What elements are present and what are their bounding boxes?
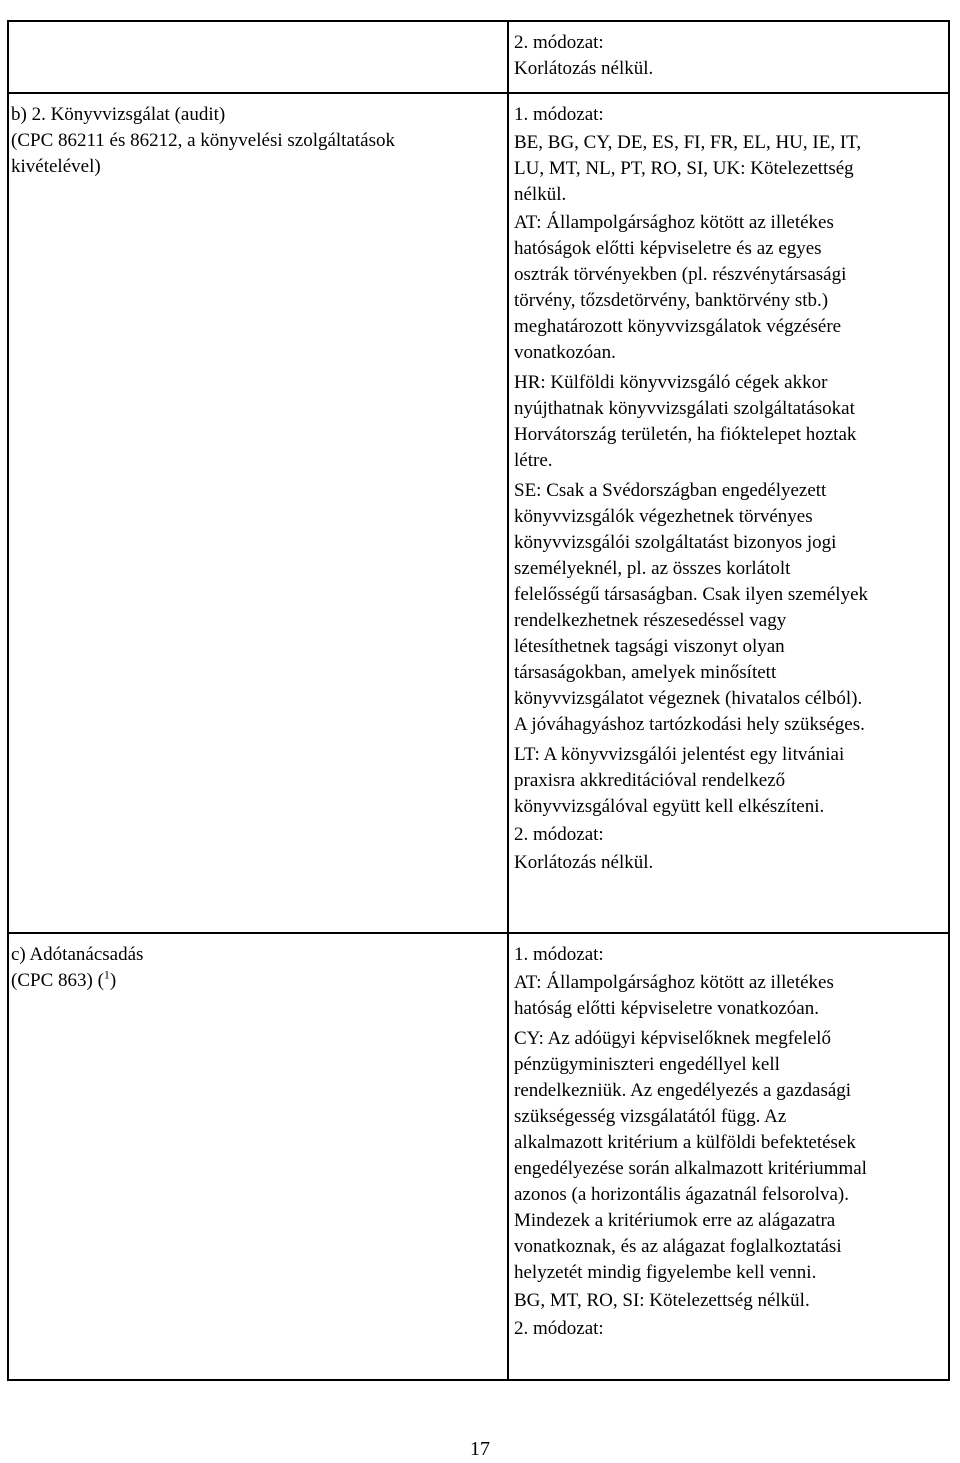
row1-sector-cell [11,102,501,180]
text-line: vonatkozóan. [514,342,616,363]
sector-cpc: (CPC 86211 és 86212, a könyvelési szolgáltatások [11,130,395,151]
text-line: vonatkoznak, és az alágazat foglalkoztatási [514,1236,842,1257]
text-line: pénzügyminiszteri engedéllyel kell [514,1054,780,1075]
text-line: hatóság előtti képviseletre vonatkozóan. [514,998,819,1019]
text-line: BG, MT, RO, SI: Kötelezettség nélkül. [514,1290,810,1311]
text-line: HR: Külföldi könyvvizsgáló cégek akkor [514,372,828,393]
text-line: meghatározott könyvvizsgálatok végzésére [514,316,842,337]
text-line: engedélyezése során alkalmazott kritériummal [514,1158,867,1179]
paragraph [514,942,946,968]
text-line: Horvátország területén, ha fióktelepet hoztak [514,424,857,445]
paragraph [514,210,946,366]
paragraph [514,1026,946,1286]
paragraph [514,130,946,208]
paragraph [514,1316,946,1342]
text-line: Korlátozás nélkül. [514,58,654,79]
text-line: helyzetét mindig figyelembe kell venni. [514,1262,817,1283]
paragraph [514,478,946,738]
text-line: személyeknél, pl. az összes korlátolt [514,558,791,579]
text-line: könyvvizsgálóval együtt kell elkészíteni. [514,796,825,817]
text-line: felelősségű társaságban. Csak ilyen személyek [514,584,869,605]
row1-commitments-cell [514,102,946,878]
text-line: nélkül. [514,184,567,205]
footnote-ref: 1 [103,967,110,982]
cpc-text: (CPC 863) ( [11,970,104,991]
text-line: könyvvizsgálók végezhetnek törvényes [514,506,813,527]
paragraph [514,742,946,820]
paragraph [514,102,946,128]
text-line: A jóváhagyáshoz tartózkodási hely szükséges. [514,714,865,735]
paragraph [514,850,946,876]
text-line: törvény, tőzsdetörvény, banktörvény stb.) [514,290,829,311]
paragraph [514,970,946,1022]
paragraph [514,370,946,474]
text-line: BE, BG, CY, DE, ES, FI, FR, EL, HU, IE, IT, [514,132,862,153]
paragraph [514,1288,946,1314]
row0-commitments-cell [514,30,946,82]
text-line: 1. módozat: [514,104,604,125]
text-line: társaságokban, amelyek minősített [514,662,777,683]
text-line: létre. [514,450,553,471]
text-line: 2. módozat: [514,1318,604,1339]
row2-commitments-cell [514,942,946,1344]
sector-title: c) Adótanácsadás [11,944,144,965]
sector-title: b) 2. Könyvvizsgálat (audit) [11,104,226,125]
text-line: LU, MT, NL, PT, RO, SI, UK: Kötelezettség [514,158,854,179]
text-line: AT: Állampolgársághoz kötött az illetékes [514,972,834,993]
text-line: AT: Állampolgársághoz kötött az illetékes [514,212,834,233]
row2-sector-cell [11,942,501,994]
text-line: CY: Az adóügyi képviselőknek megfelelő [514,1028,831,1049]
text-line: 1. módozat: [514,944,604,965]
cpc-close: ) [109,970,117,991]
text-line: 2. módozat: [514,824,604,845]
text-line: alkalmazott kritérium a külföldi befektetések [514,1132,856,1153]
page-number: 17 [470,1438,490,1460]
text-line: Mindezek a kritériumok erre az alágazatra [514,1210,836,1231]
sector-cpc [11,968,501,994]
text-line: 2. módozat: [514,32,604,53]
row-divider [9,932,948,934]
text-line: praxisra akkreditációval rendelkező [514,770,786,791]
text-line: könyvvizsgálatot végeznek (hivatalos célból). [514,688,863,709]
text-line: SE: Csak a Svédországban engedélyezett [514,480,827,501]
text-line: létesíthetnek tagsági viszonyt olyan [514,636,785,657]
text-line: Korlátozás nélkül. [514,852,654,873]
text-line: könyvvizsgálói szolgáltatást bizonyos jogi [514,532,837,553]
text-line: nyújthatnak könyvvizsgálati szolgáltatásokat [514,398,855,419]
text-line: LT: A könyvvizsgálói jelentést egy litvániai [514,744,845,765]
sector-cpc: kivételével) [11,156,101,177]
row-divider [9,92,948,94]
schedule-table [7,20,950,1381]
text-line: osztrák törvényekben (pl. részvénytársasági [514,264,847,285]
column-divider [507,22,509,1379]
paragraph [514,822,946,848]
text-line: szükségesség vizsgálatától függ. Az [514,1106,787,1127]
text-line: rendelkezniük. Az engedélyezés a gazdasági [514,1080,852,1101]
text-line: azonos (a horizontális ágazatnál felsorolva). [514,1184,849,1205]
text-line: hatóságok előtti képviseletre és az egyes [514,238,822,259]
text-line: rendelkezhetnek részesedéssel vagy [514,610,787,631]
